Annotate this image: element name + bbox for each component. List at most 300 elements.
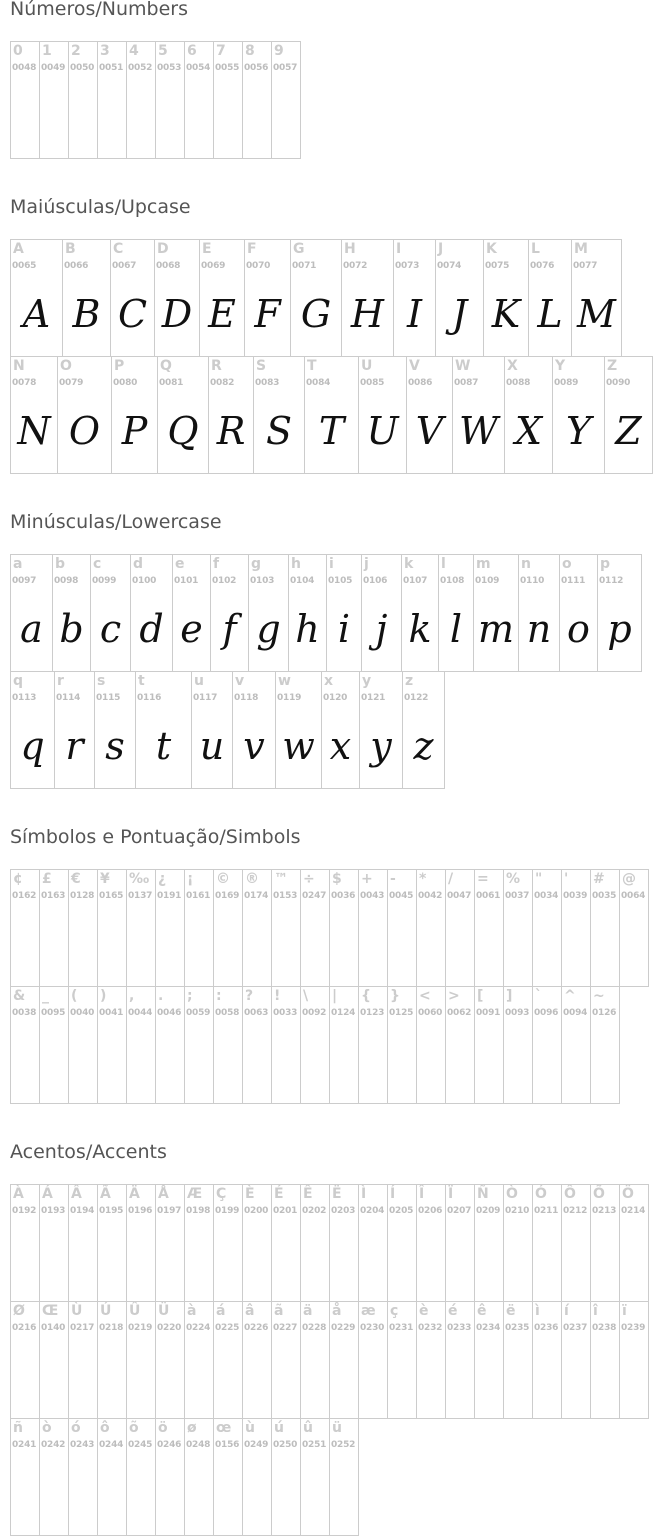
glyph-cell [68, 869, 98, 987]
glyph-character-label: # [593, 871, 605, 887]
glyph-character-label: S [256, 358, 267, 374]
glyph-code: 0069 [201, 261, 226, 271]
glyph-code: 0193 [41, 1206, 66, 1216]
glyph-character-label: q [13, 673, 24, 689]
glyph-code: 0114 [56, 693, 81, 703]
glyph-code: 0124 [331, 1008, 356, 1018]
glyph-code: 0061 [476, 891, 501, 901]
glyph-cell [552, 356, 605, 474]
glyph-code: 0085 [360, 378, 385, 388]
glyph-code: 0041 [99, 1008, 124, 1018]
glyph-sample: m [477, 607, 515, 651]
glyph-code: 0081 [159, 378, 184, 388]
glyph-cell [590, 1301, 620, 1419]
glyph-character-label: , [129, 988, 135, 1004]
glyph-sample: t [155, 724, 172, 768]
glyph-cell [438, 554, 474, 672]
glyph-character-label: Õ [593, 1186, 605, 1202]
glyph-code: 0096 [534, 1008, 559, 1018]
glyph-character-label: ; [187, 988, 193, 1004]
glyph-character-label: Ñ [477, 1186, 489, 1202]
glyph-character-label: | [332, 988, 338, 1004]
glyph-cell [155, 1418, 185, 1536]
glyph-code: 0201 [273, 1206, 298, 1216]
glyph-cell [528, 239, 572, 357]
glyph-cell [10, 986, 40, 1104]
glyph-cell [445, 869, 475, 987]
glyph-sample: v [243, 724, 265, 768]
glyph-character-label: ) [100, 988, 107, 1004]
glyph-cell [329, 1418, 359, 1536]
glyph-cell [503, 1184, 533, 1302]
glyph-character-label: X [507, 358, 518, 374]
glyph-code: 0067 [112, 261, 137, 271]
glyph-code: 0046 [157, 1008, 182, 1018]
glyph-character-label: å [332, 1303, 342, 1319]
glyph-code: 0245 [128, 1440, 153, 1450]
glyph-cell [126, 41, 156, 159]
glyph-sample: Y [565, 409, 592, 453]
glyph-character-label: Y [555, 358, 566, 374]
glyph-cell [126, 1301, 156, 1419]
glyph-character-label: f [213, 556, 220, 572]
glyph-cell [503, 986, 533, 1104]
glyph-cell [532, 1301, 562, 1419]
glyph-cell [184, 869, 214, 987]
glyph-cell [483, 239, 529, 357]
glyph-code: 0195 [99, 1206, 124, 1216]
glyph-cell [532, 869, 562, 987]
glyph-cell [10, 671, 55, 789]
glyph-character-label: ê [477, 1303, 487, 1319]
glyph-cell [111, 356, 158, 474]
glyph-code: 0084 [306, 378, 331, 388]
glyph-cell [561, 986, 591, 1104]
glyph-character-label: ¢ [13, 871, 23, 887]
glyph-code: 0232 [418, 1323, 443, 1333]
glyph-character-label: b [55, 556, 66, 572]
glyph-cell [10, 1184, 40, 1302]
glyph-code: 0161 [186, 891, 211, 901]
glyph-character-label: * [419, 871, 427, 887]
glyph-code: 0083 [255, 378, 280, 388]
glyph-code: 0231 [389, 1323, 414, 1333]
glyph-character-label: g [251, 556, 262, 572]
glyph-character-label: D [157, 241, 169, 257]
glyph-code: 0077 [573, 261, 598, 271]
glyph-code: 0248 [186, 1440, 211, 1450]
glyph-cell [329, 986, 359, 1104]
glyph-cell [213, 986, 243, 1104]
glyph-character-label: ÷ [303, 871, 315, 887]
glyph-code: 0169 [215, 891, 240, 901]
glyph-code: 0103 [250, 576, 275, 586]
glyph-code: 0235 [505, 1323, 530, 1333]
glyph-cell [300, 986, 330, 1104]
glyph-sample: r [65, 724, 84, 768]
glyph-character-label: > [448, 988, 460, 1004]
glyph-character-label: Ê [303, 1186, 313, 1202]
glyph-code: 0115 [96, 693, 121, 703]
glyph-cell [208, 356, 254, 474]
glyph-character-label: m [476, 556, 491, 572]
glyph-cell [300, 1301, 330, 1419]
section-title: Maiúsculas/Upcase [10, 196, 191, 218]
glyph-cell [97, 1301, 127, 1419]
section-title: Minúsculas/Lowercase [10, 511, 222, 533]
glyph-sample: L [537, 292, 563, 336]
glyph-cell [290, 239, 342, 357]
glyph-cell [242, 869, 272, 987]
glyph-code: 0218 [99, 1323, 124, 1333]
glyph-cell [401, 554, 439, 672]
glyph-sample: C [117, 292, 148, 336]
glyph-code: 0093 [505, 1008, 530, 1018]
glyph-cell [474, 1184, 504, 1302]
glyph-code: 0230 [360, 1323, 385, 1333]
glyph-code: 0072 [343, 261, 368, 271]
glyph-cell [242, 986, 272, 1104]
glyph-code: 0140 [41, 1323, 66, 1333]
glyph-character-label: ü [332, 1420, 342, 1436]
glyph-code: 0213 [592, 1206, 617, 1216]
glyph-character-label: B [65, 241, 76, 257]
glyph-code: 0247 [302, 891, 327, 901]
glyph-code: 0108 [440, 576, 465, 586]
glyph-character-label: . [158, 988, 164, 1004]
glyph-character-label: ú [274, 1420, 284, 1436]
glyph-cell [184, 1184, 214, 1302]
glyph-sample: y [370, 724, 392, 768]
glyph-cell [126, 986, 156, 1104]
glyph-character-label: x [324, 673, 334, 689]
glyph-sample: o [567, 607, 590, 651]
glyph-sample: U [366, 409, 399, 453]
glyph-character-label: 5 [158, 43, 168, 59]
glyph-sample: Q [167, 409, 199, 453]
glyph-code: 0251 [302, 1440, 327, 1450]
glyph-code: 0075 [485, 261, 510, 271]
glyph-code: 0239 [621, 1323, 646, 1333]
glyph-character-label: Ë [332, 1186, 342, 1202]
glyph-character-label: F [247, 241, 257, 257]
glyph-character-label: U [361, 358, 373, 374]
glyph-character-label: 9 [274, 43, 284, 59]
glyph-character-label: K [486, 241, 497, 257]
glyph-character-label: œ [216, 1420, 232, 1436]
glyph-sample: W [458, 409, 499, 453]
glyph-sample: D [161, 292, 193, 336]
glyph-cell [503, 869, 533, 987]
glyph-character-label: k [404, 556, 414, 572]
glyph-character-label: á [216, 1303, 226, 1319]
glyph-code: 0037 [505, 891, 530, 901]
glyph-code: 0079 [59, 378, 84, 388]
glyph-cell [90, 554, 131, 672]
glyph-character-label: o [562, 556, 572, 572]
glyph-sample: j [375, 607, 388, 651]
glyph-character-label: î [593, 1303, 598, 1319]
glyph-code: 0121 [361, 693, 386, 703]
glyph-character-label: w [278, 673, 291, 689]
glyph-code: 0111 [561, 576, 586, 586]
glyph-cell [406, 356, 453, 474]
glyph-code: 0219 [128, 1323, 153, 1333]
glyph-code: 0192 [12, 1206, 37, 1216]
glyph-code: 0101 [174, 576, 199, 586]
glyph-code: 0066 [64, 261, 89, 271]
glyph-sample: u [199, 724, 225, 768]
glyph-cell [619, 1184, 649, 1302]
glyph-cell [275, 671, 322, 789]
glyph-character-label: : [216, 988, 222, 1004]
glyph-character-label: â [245, 1303, 255, 1319]
glyph-sample: G [300, 292, 332, 336]
glyph-cell [155, 1184, 185, 1302]
glyph-character-label: H [344, 241, 356, 257]
glyph-cell [300, 869, 330, 987]
glyph-character-label: Å [158, 1186, 169, 1202]
glyph-character-label: É [274, 1186, 284, 1202]
glyph-cell [213, 1184, 243, 1302]
glyph-cell [97, 1418, 127, 1536]
glyph-code: 0210 [505, 1206, 530, 1216]
glyph-cell [10, 869, 40, 987]
glyph-cell [416, 986, 446, 1104]
glyph-code: 0203 [331, 1206, 356, 1216]
glyph-character-label: ä [303, 1303, 313, 1319]
glyph-code: 0068 [156, 261, 181, 271]
glyph-cell [68, 41, 98, 159]
glyph-character-label: ? [245, 988, 254, 1004]
glyph-character-label: C [113, 241, 124, 257]
glyph-character-label: R [211, 358, 222, 374]
glyph-sample: g [256, 607, 281, 651]
glyph-character-label: d [133, 556, 144, 572]
glyph-code: 0062 [447, 1008, 472, 1018]
glyph-code: 0060 [418, 1008, 443, 1018]
glyph-sample: B [72, 292, 101, 336]
glyph-cell [590, 986, 620, 1104]
glyph-cell [97, 986, 127, 1104]
glyph-cell [184, 986, 214, 1104]
glyph-sample: R [216, 409, 246, 453]
glyph-cell [199, 239, 245, 357]
glyph-character-label: T [307, 358, 317, 374]
glyph-character-label: ù [245, 1420, 255, 1436]
glyph-character-label: Ú [100, 1303, 112, 1319]
glyph-cell [474, 1301, 504, 1419]
glyph-code: 0199 [215, 1206, 240, 1216]
glyph-code: 0073 [395, 261, 420, 271]
glyph-cell [358, 1301, 388, 1419]
glyph-character-label: Ç [216, 1186, 227, 1202]
glyph-cell [155, 869, 185, 987]
glyph-cell [561, 1184, 591, 1302]
glyph-character-label: Ö [622, 1186, 634, 1202]
glyph-sample: N [17, 409, 51, 453]
glyph-cell [10, 356, 58, 474]
glyph-cell [184, 41, 214, 159]
glyph-character-label: ™ [274, 871, 288, 887]
glyph-cell [57, 356, 112, 474]
glyph-character-label: Ø [13, 1303, 25, 1319]
glyph-code: 0242 [41, 1440, 66, 1450]
glyph-sample: l [449, 607, 463, 651]
glyph-sample: f [222, 607, 237, 651]
section-title: Símbolos e Pontuação/Simbols [10, 826, 301, 848]
glyph-cell [445, 1184, 475, 1302]
glyph-cell [416, 1184, 446, 1302]
glyph-cell [39, 1301, 69, 1419]
glyph-cell [213, 41, 243, 159]
glyph-character-label: ó [71, 1420, 81, 1436]
glyph-character-label: 7 [216, 43, 226, 59]
glyph-cell [271, 1418, 301, 1536]
glyph-character-label: 4 [129, 43, 139, 59]
glyph-character-label: ` [535, 988, 542, 1004]
glyph-sample: F [254, 292, 281, 336]
glyph-cell [155, 986, 185, 1104]
glyph-character-label: l [441, 556, 446, 572]
glyph-character-label: ö [158, 1420, 168, 1436]
glyph-sample: b [59, 607, 84, 651]
glyph-code: 0110 [520, 576, 545, 586]
glyph-cell [271, 1301, 301, 1419]
glyph-sample: M [577, 292, 616, 336]
glyph-sample: q [20, 724, 45, 768]
glyph-character-label: j [364, 556, 369, 572]
glyph-character-label: Í [390, 1186, 396, 1202]
glyph-code: 0051 [99, 63, 124, 73]
glyph-cell [184, 1301, 214, 1419]
glyph-cell [619, 1301, 649, 1419]
glyph-code: 0227 [273, 1323, 298, 1333]
glyph-character-label: Ù [71, 1303, 83, 1319]
glyph-code: 0038 [12, 1008, 37, 1018]
glyph-code: 0174 [244, 891, 269, 901]
glyph-code: 0035 [592, 891, 617, 901]
glyph-cell [248, 554, 289, 672]
glyph-code: 0137 [128, 891, 153, 901]
glyph-code: 0250 [273, 1440, 298, 1450]
glyph-cell [532, 986, 562, 1104]
glyph-character-label: 8 [245, 43, 255, 59]
glyph-code: 0107 [403, 576, 428, 586]
glyph-cell [242, 1301, 272, 1419]
glyph-sample: A [22, 292, 51, 336]
glyph-code: 0064 [621, 891, 646, 901]
glyph-code: 0153 [273, 891, 298, 901]
glyph-character-label: Æ [187, 1186, 203, 1202]
glyph-cell [242, 41, 272, 159]
glyph-cell [126, 1184, 156, 1302]
glyph-character-label: Z [607, 358, 618, 374]
glyph-code: 0244 [99, 1440, 124, 1450]
glyph-code: 0125 [389, 1008, 414, 1018]
glyph-sample: k [408, 607, 432, 651]
glyph-character-label: Q [160, 358, 172, 374]
glyph-character-label: \ [303, 988, 309, 1004]
glyph-cell [561, 1301, 591, 1419]
glyph-cell [473, 554, 519, 672]
glyph-cell [445, 1301, 475, 1419]
glyph-sample: e [180, 607, 203, 651]
glyph-code: 0116 [137, 693, 162, 703]
glyph-character-label: õ [129, 1420, 139, 1436]
glyph-character-label: ñ [13, 1420, 23, 1436]
glyph-character-label: ! [274, 988, 281, 1004]
glyph-sample: p [607, 607, 632, 651]
glyph-cell [503, 1301, 533, 1419]
glyph-cell [52, 554, 91, 672]
glyph-code: 0209 [476, 1206, 501, 1216]
glyph-cell [10, 1418, 40, 1536]
glyph-cell [532, 1184, 562, 1302]
glyph-code: 0100 [132, 576, 157, 586]
glyph-cell [304, 356, 359, 474]
glyph-character-label: [ [477, 988, 484, 1004]
glyph-code: 0098 [54, 576, 79, 586]
glyph-sample: E [208, 292, 236, 336]
glyph-code: 0211 [534, 1206, 559, 1216]
glyph-cell [416, 1301, 446, 1419]
glyph-cell [39, 1418, 69, 1536]
glyph-code: 0074 [437, 261, 462, 271]
glyph-cell [561, 869, 591, 987]
glyph-cell [210, 554, 249, 672]
glyph-sample: X [514, 409, 543, 453]
glyph-character-label: Ô [564, 1186, 576, 1202]
glyph-code: 0048 [12, 63, 37, 73]
glyph-code: 0216 [12, 1323, 37, 1333]
glyph-character-label: Û [129, 1303, 141, 1319]
glyph-code: 0200 [244, 1206, 269, 1216]
glyph-code: 0205 [389, 1206, 414, 1216]
glyph-cell [10, 239, 63, 357]
glyph-code: 0212 [563, 1206, 588, 1216]
glyph-character-label: € [71, 871, 81, 887]
glyph-character-label: À [13, 1186, 24, 1202]
glyph-cell [358, 869, 388, 987]
glyph-character-label: Á [42, 1186, 53, 1202]
glyph-code: 0050 [70, 63, 95, 73]
glyph-cell [604, 356, 653, 474]
glyph-sample: V [415, 409, 444, 453]
glyph-character-label: ( [71, 988, 78, 1004]
glyph-cell [597, 554, 642, 672]
glyph-character-label: ì [535, 1303, 540, 1319]
glyph-cell [68, 1184, 98, 1302]
glyph-character-label: % [506, 871, 521, 887]
glyph-character-label: ¥ [100, 871, 110, 887]
glyph-code: 0053 [157, 63, 182, 73]
glyph-sample: K [491, 292, 521, 336]
glyph-cell [155, 1301, 185, 1419]
glyph-cell [242, 1184, 272, 1302]
glyph-character-label: = [477, 871, 489, 887]
glyph-code: 0204 [360, 1206, 385, 1216]
glyph-code: 0034 [534, 891, 559, 901]
glyph-cell [358, 356, 407, 474]
glyph-character-label: J [438, 241, 444, 257]
glyph-cell [387, 1301, 417, 1419]
glyph-code: 0102 [212, 576, 237, 586]
glyph-cell [341, 239, 394, 357]
glyph-sample: Z [615, 409, 642, 453]
glyph-cell [54, 671, 95, 789]
glyph-code: 0040 [70, 1008, 95, 1018]
